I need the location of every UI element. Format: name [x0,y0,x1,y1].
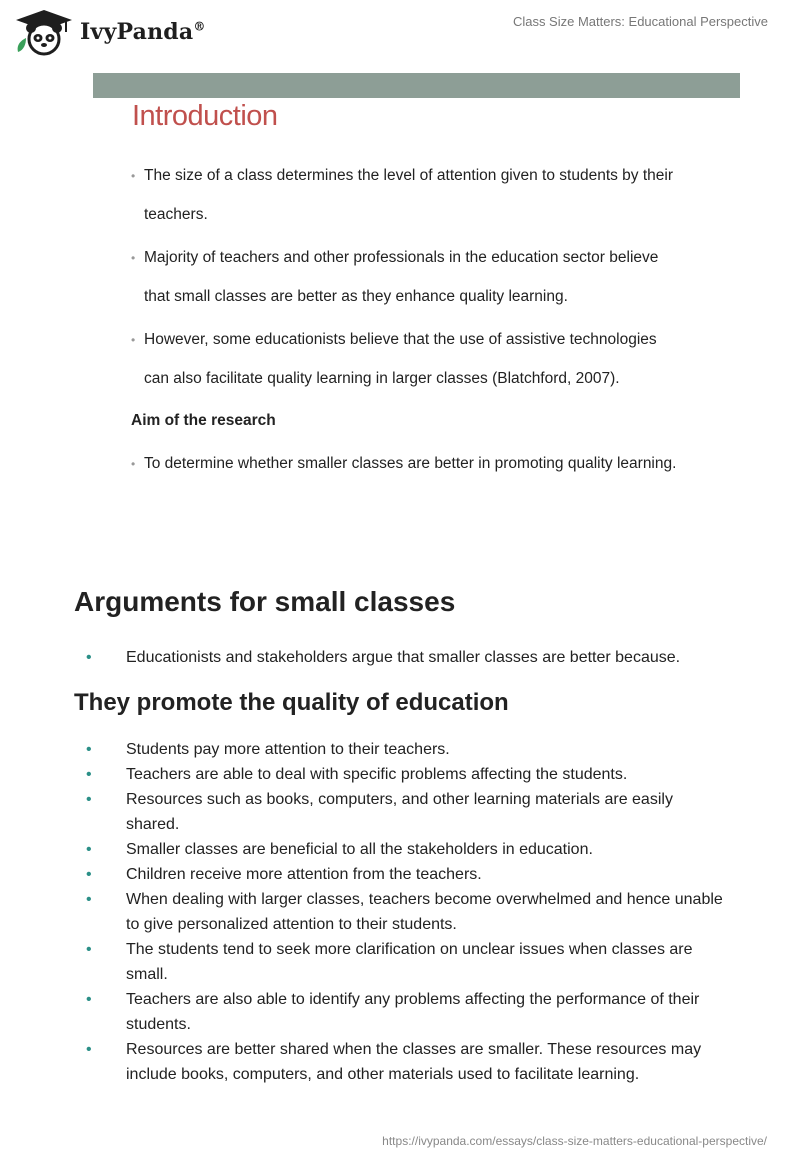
bullet-icon: • [86,791,92,808]
source-url-link[interactable]: https://ivypanda.com/essays/class-size-matters-educational-perspective/ [382,1134,767,1148]
slide-bullet-line: that small classes are better as they enhance quality learning. [144,288,568,305]
bullet-icon: • [86,766,92,783]
slide-bullet-line: Majority of teachers and other professionals in the education sector believe [144,249,659,266]
slide-bullet-line: teachers. [144,206,208,223]
slide-bullet-line: The size of a class determines the level of attention given to students by their [144,167,674,184]
list-item: • The students tend to seek more clarification on unclear issues when classes are small. [0,937,800,987]
slide-bullet-line: can also facilitate quality learning in larger classes (Blatchford, 2007). [144,370,620,387]
list-item: • Smaller classes are beneficial to all the stakeholders in education. [0,837,800,862]
list-item: • Resources are better shared when the classes are smaller. These resources may include books, computers, and other materials used to facilitate learning. [0,1037,800,1087]
bullet-icon: • [86,841,92,858]
list-item: • Teachers are able to deal with specific problems affecting the students. [0,762,800,787]
document-title: Class Size Matters: Educational Perspective [512,14,768,29]
bullet-dot-icon: • [131,251,136,265]
list-item: • Children receive more attention from the teachers. [0,862,800,887]
slide-bullet-line: To determine whether smaller classes are better in promoting quality learning. [144,455,677,472]
section-heading-quality: They promote the quality of education [74,689,509,716]
brand-logo[interactable] [14,8,206,56]
bullet-icon: • [86,891,92,908]
list-item: • Educationists and stakeholders argue that smaller classes are better because. [0,645,800,670]
bullet-icon: • [86,741,92,758]
list-item: • Teachers are also able to identify any problems affecting the performance of their students. [0,987,800,1037]
list-item: • Students pay more attention to their teachers. [0,737,800,762]
bullet-dot-icon: • [131,333,136,347]
arguments-list [0,645,800,670]
list-item: • When dealing with larger classes, teachers become overwhelmed and hence unable to give personalized attention to their students. [0,887,800,937]
slide-header-bar [93,73,740,98]
bullet-icon: • [86,991,92,1008]
bullet-icon: • [86,1041,92,1058]
brand-name: IvyPanda® [80,19,206,45]
slide-bullet-line: However, some educationists believe that the use of assistive technologies [144,331,657,348]
bullet-icon: • [86,866,92,883]
bullet-dot-icon: • [131,457,136,471]
bullet-icon: • [86,941,92,958]
quality-list [0,737,800,1087]
slide-subheading: Aim of the research [131,412,276,429]
slide-heading: Introduction [132,100,278,132]
list-item: • Resources such as books, computers, and other learning materials are easily shared. [0,787,800,837]
section-heading-arguments: Arguments for small classes [74,586,456,617]
panda-graduate-icon [14,8,74,56]
bullet-dot-icon: • [131,169,136,183]
bullet-icon: • [86,649,92,666]
